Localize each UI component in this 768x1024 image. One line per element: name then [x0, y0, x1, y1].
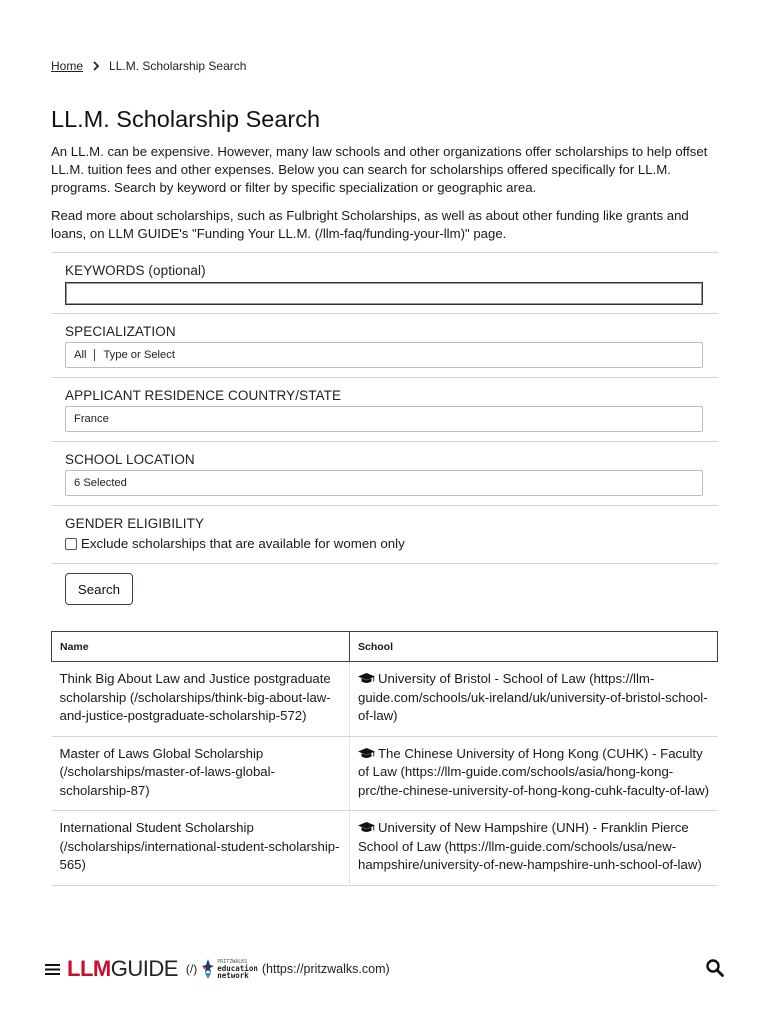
chevron-right-icon	[91, 60, 101, 72]
school-link[interactable]: The Chinese University of Hong Kong (CUHK) - Faculty of Law (https://llm-guide.com/schools/asia/hong-kong-prc/the-chinese-university-of-hong-kong-cuhk-faculty-of-law)	[358, 745, 710, 798]
breadcrumb-current: LL.M. Scholarship Search	[109, 59, 247, 73]
specialization-label: SPECIALIZATION	[65, 324, 176, 339]
select-divider	[94, 349, 95, 361]
column-header-name: Name	[52, 632, 350, 662]
scholarship-name-link[interactable]: International Student Scholarship (/scholarships/international-student-scholarship-565)	[52, 811, 350, 886]
hamburger-menu-icon[interactable]	[45, 963, 60, 976]
scholarship-search-form	[51, 252, 718, 623]
search-icon[interactable]	[705, 958, 725, 978]
table-row	[52, 811, 718, 886]
school-cell	[350, 662, 718, 737]
school-link[interactable]: University of New Hampshire (UNH) - Franklin Pierce School of Law (https://llm-guide.com/schools/usa/new-hampshire/university-of-new-hampshire-unh-school-of-law)	[358, 820, 702, 872]
school-cell	[350, 811, 718, 886]
specialization-select[interactable]	[65, 342, 703, 368]
school-location-value: 6 Selected	[74, 477, 127, 489]
llm-guide-logo[interactable]	[67, 956, 178, 982]
table-header-row	[52, 632, 718, 662]
intro-paragraph: An LL.M. can be expensive. However, many law schools and other organizations offer scholarships to help offset LL.M. tuition fees and other expenses. Below you can search for scholarships offered specifically for LL.M. programs. Search by keyword or filter by specific specialization or geographic area.	[51, 144, 708, 195]
search-button-row	[51, 563, 718, 623]
breadcrumb	[51, 59, 246, 73]
intro-funding-paragraph: Read more about scholarships, such as Fulbright Scholarships, as well as about other funding like grants and loans, on LLM GUIDE's "Funding Your LL.M. (/llm-faq/funding-your-llm)" page.	[51, 208, 689, 241]
residence-field	[51, 377, 718, 441]
residence-label: APPLICANT RESIDENCE COUNTRY/STATE	[65, 388, 342, 403]
pritzwalks-logo-icon	[201, 958, 215, 980]
school-link[interactable]: University of Bristol - School of Law (https://llm-guide.com/schools/uk-ireland/uk/university-of-bristol-school-of-law)	[358, 671, 708, 723]
pritzwalks-link[interactable]: (https://pritzwalks.com)	[261, 962, 390, 976]
pritzwalks-network-logo[interactable]	[201, 958, 389, 980]
keywords-label: KEYWORDS (optional)	[65, 263, 206, 278]
network-wordmark	[217, 960, 258, 979]
specialization-field	[51, 313, 718, 377]
exclude-women-only-checkbox[interactable]	[65, 538, 77, 550]
network-line-education: education	[217, 963, 258, 973]
specialization-placeholder: Type or Select	[103, 349, 175, 361]
logo-llm-text: LLM	[67, 956, 111, 981]
school-cell	[350, 736, 718, 811]
breadcrumb-home-link[interactable]: Home	[51, 59, 84, 73]
table-row	[52, 662, 718, 737]
logo-guide-text: GUIDE	[110, 956, 178, 981]
network-line-pritzwalks: PRITZWALKS	[217, 958, 248, 965]
exclude-women-only-option[interactable]	[65, 536, 704, 551]
network-line-network: network	[217, 970, 249, 980]
keywords-field	[51, 252, 718, 313]
school-location-label: SCHOOL LOCATION	[65, 452, 195, 467]
residence-select[interactable]	[65, 406, 703, 432]
page-title: LL.M. Scholarship Search	[51, 106, 321, 132]
gender-eligibility-label: GENDER ELIGIBILITY	[65, 516, 205, 531]
footer-bar	[45, 952, 725, 986]
graduation-cap-icon	[358, 748, 375, 759]
specialization-selected-value: All	[74, 349, 87, 361]
exclude-women-only-label: Exclude scholarships that are available for women only	[81, 536, 405, 551]
residence-value: France	[74, 413, 109, 425]
gender-eligibility-field	[51, 505, 718, 563]
scholarship-name-link[interactable]: Think Big About Law and Justice postgraduate scholarship (/scholarships/think-big-about-law-and-justice-postgraduate-scholarship-572)	[52, 662, 350, 737]
graduation-cap-icon	[358, 822, 375, 833]
keywords-input[interactable]	[65, 282, 703, 305]
search-button[interactable]: Search	[65, 573, 133, 605]
school-location-field	[51, 441, 718, 505]
scholarship-results-table	[51, 631, 718, 886]
table-row	[52, 736, 718, 811]
school-location-select[interactable]	[65, 470, 703, 496]
column-header-school: School	[350, 632, 718, 662]
graduation-cap-icon	[358, 673, 375, 684]
scholarship-name-link[interactable]: Master of Laws Global Scholarship (/scholarships/master-of-laws-global-scholarship-87)	[52, 736, 350, 811]
home-link[interactable]: (/)	[185, 962, 198, 976]
